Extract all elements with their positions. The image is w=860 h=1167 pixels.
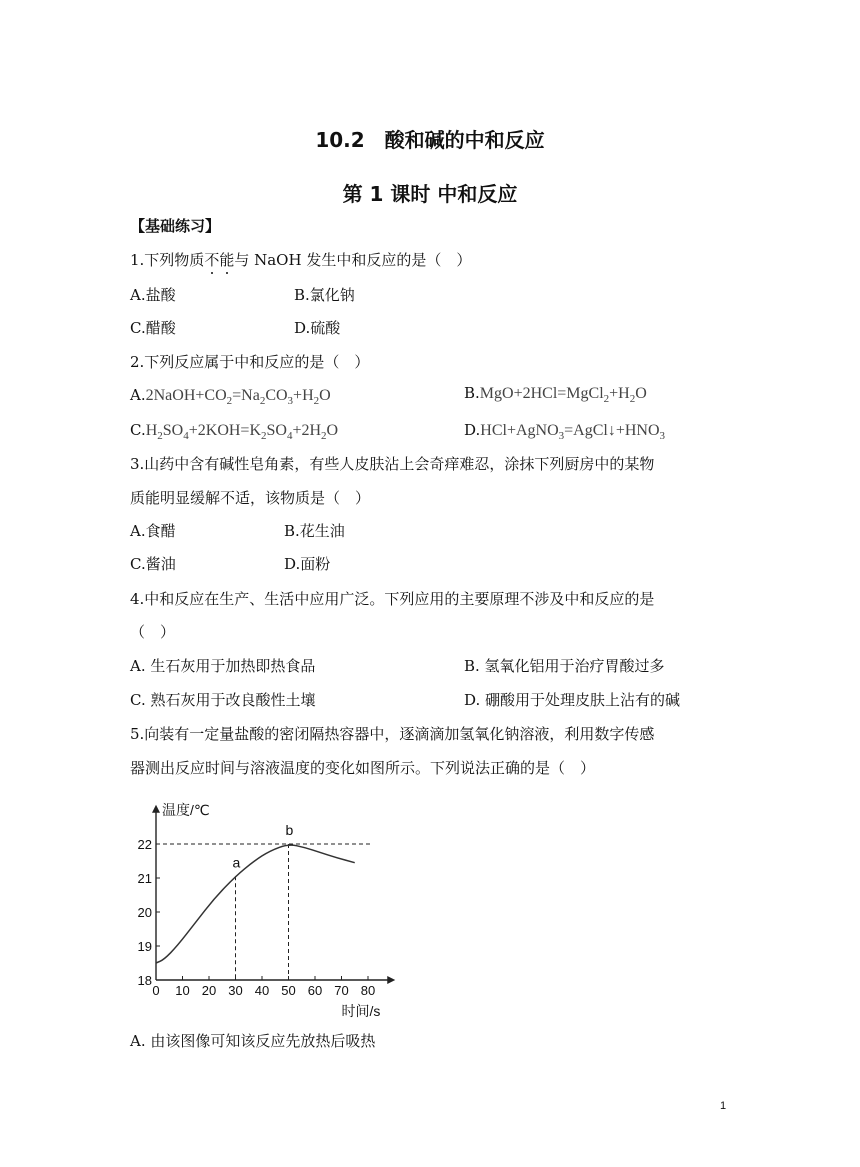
x-tick-label: 50 [281, 983, 296, 998]
y-axis-title: 温度/℃ [162, 801, 210, 818]
y-tick-label: 22 [137, 837, 152, 852]
q1-stem-post: 与 NaOH 发生中和反应的是（ ） [234, 251, 472, 269]
y-tick-label: 18 [137, 973, 152, 988]
q2-c-label: C. [130, 421, 146, 439]
q3-option-a: A.食醋 [130, 522, 176, 540]
x-tick-label: 30 [228, 983, 243, 998]
question-4-line-1: 4.中和反应在生产、生活中应用广泛。下列应用的主要原理不涉及中和反应的是 [130, 590, 655, 608]
x-tick-label: 20 [201, 983, 217, 998]
x-axis-arrow [387, 976, 395, 984]
x-tick-label: 10 [175, 983, 190, 998]
q3-option-b: B.花生油 [284, 522, 345, 540]
question-5-line-2: 器测出反应时间与溶液温度的变化如图所示。下列说法正确的是（ ） [130, 759, 596, 777]
q1-option-a: A.盐酸 [130, 286, 176, 304]
x-tick-label: 60 [307, 983, 323, 998]
x-tick-label: 0 [152, 983, 160, 998]
temperature-time-chart [128, 784, 408, 1024]
q2-d-label: D. [464, 421, 481, 439]
q2-a-formula: $2NaOH+CO_2=Na_2CO_3+H_2O$ [145, 387, 331, 408]
chart-axes [152, 805, 395, 984]
question-5-line-1: 5.向装有一定量盐酸的密闭隔热容器中，逐滴滴加氢氧化钠溶液，利用数字传感 [130, 725, 655, 743]
point-label-a: a [232, 854, 241, 871]
q5-option-a: A. 由该图像可知该反应先放热后吸热 [130, 1032, 376, 1050]
q1-option-c: C.醋酸 [130, 319, 176, 337]
q4-option-c: C. 熟石灰用于改良酸性土壤 [130, 691, 316, 709]
q1-option-b: B.氯化钠 [294, 286, 355, 304]
question-3-line-2: 质能明显缓解不适，该物质是（ ） [130, 489, 371, 507]
page-number: 1 [720, 1100, 727, 1112]
temperature-curve [156, 845, 355, 963]
q2-a-label: A. [130, 386, 146, 404]
page-title: 10.2 酸和碱的中和反应 [315, 128, 545, 152]
q1-emphasis-1: 不 [204, 251, 220, 269]
q1-emphasis-2: 能 [219, 251, 235, 269]
q2-d-formula: $HCl+AgNO_3=AgCl↓+HNO_3$ [480, 422, 666, 443]
q4-option-a: A. 生石灰用于加热即热食品 [130, 657, 316, 675]
q2-option-b [464, 383, 647, 409]
q4-option-d: D. 硼酸用于处理皮肤上沾有的碱 [464, 691, 681, 709]
q2-b-label: B. [464, 384, 480, 402]
y-tick-label: 21 [137, 871, 152, 886]
x-tick-label: 70 [334, 983, 349, 998]
question-2-stem: 2.下列反应属于中和反应的是（ ） [130, 353, 370, 371]
q1-stem-pre: 1.下列物质 [130, 251, 205, 269]
x-tick-label: 80 [360, 983, 376, 998]
y-axis-arrow [152, 805, 160, 813]
question-4-line-2: （ ） [130, 623, 176, 641]
q2-option-d [464, 420, 665, 446]
x-axis-title: 时间/s [341, 1003, 381, 1019]
chart-ticks [138, 837, 376, 998]
chart-guides [156, 844, 371, 980]
q3-option-c: C.酱油 [130, 555, 176, 573]
y-tick-label: 20 [137, 905, 152, 920]
section-heading: 【基础练习】 [130, 217, 221, 235]
y-tick-label: 19 [137, 939, 152, 954]
q2-c-formula: $H_2SO_4+2KOH=K_2SO_4+2H_2O$ [145, 422, 339, 443]
q4-option-b: B. 氢氧化铝用于治疗胃酸过多 [464, 657, 665, 675]
question-1-stem [130, 250, 471, 270]
point-label-b: b [285, 822, 294, 838]
q3-option-d: D.面粉 [284, 555, 331, 573]
x-tick-label: 40 [254, 983, 270, 998]
q2-option-a [130, 385, 331, 411]
page-subtitle: 第 1 课时 中和反应 [342, 182, 518, 206]
q2-option-c [130, 420, 338, 446]
question-3-line-1: 3.山药中含有碱性皂角素，有些人皮肤沾上会奇痒难忍，涂抹下列厨房中的某物 [130, 455, 655, 473]
q1-option-d: D.硫酸 [294, 319, 341, 337]
q2-b-formula: $MgO+2HCl=MgCl_2+H_2O$ [479, 385, 647, 406]
